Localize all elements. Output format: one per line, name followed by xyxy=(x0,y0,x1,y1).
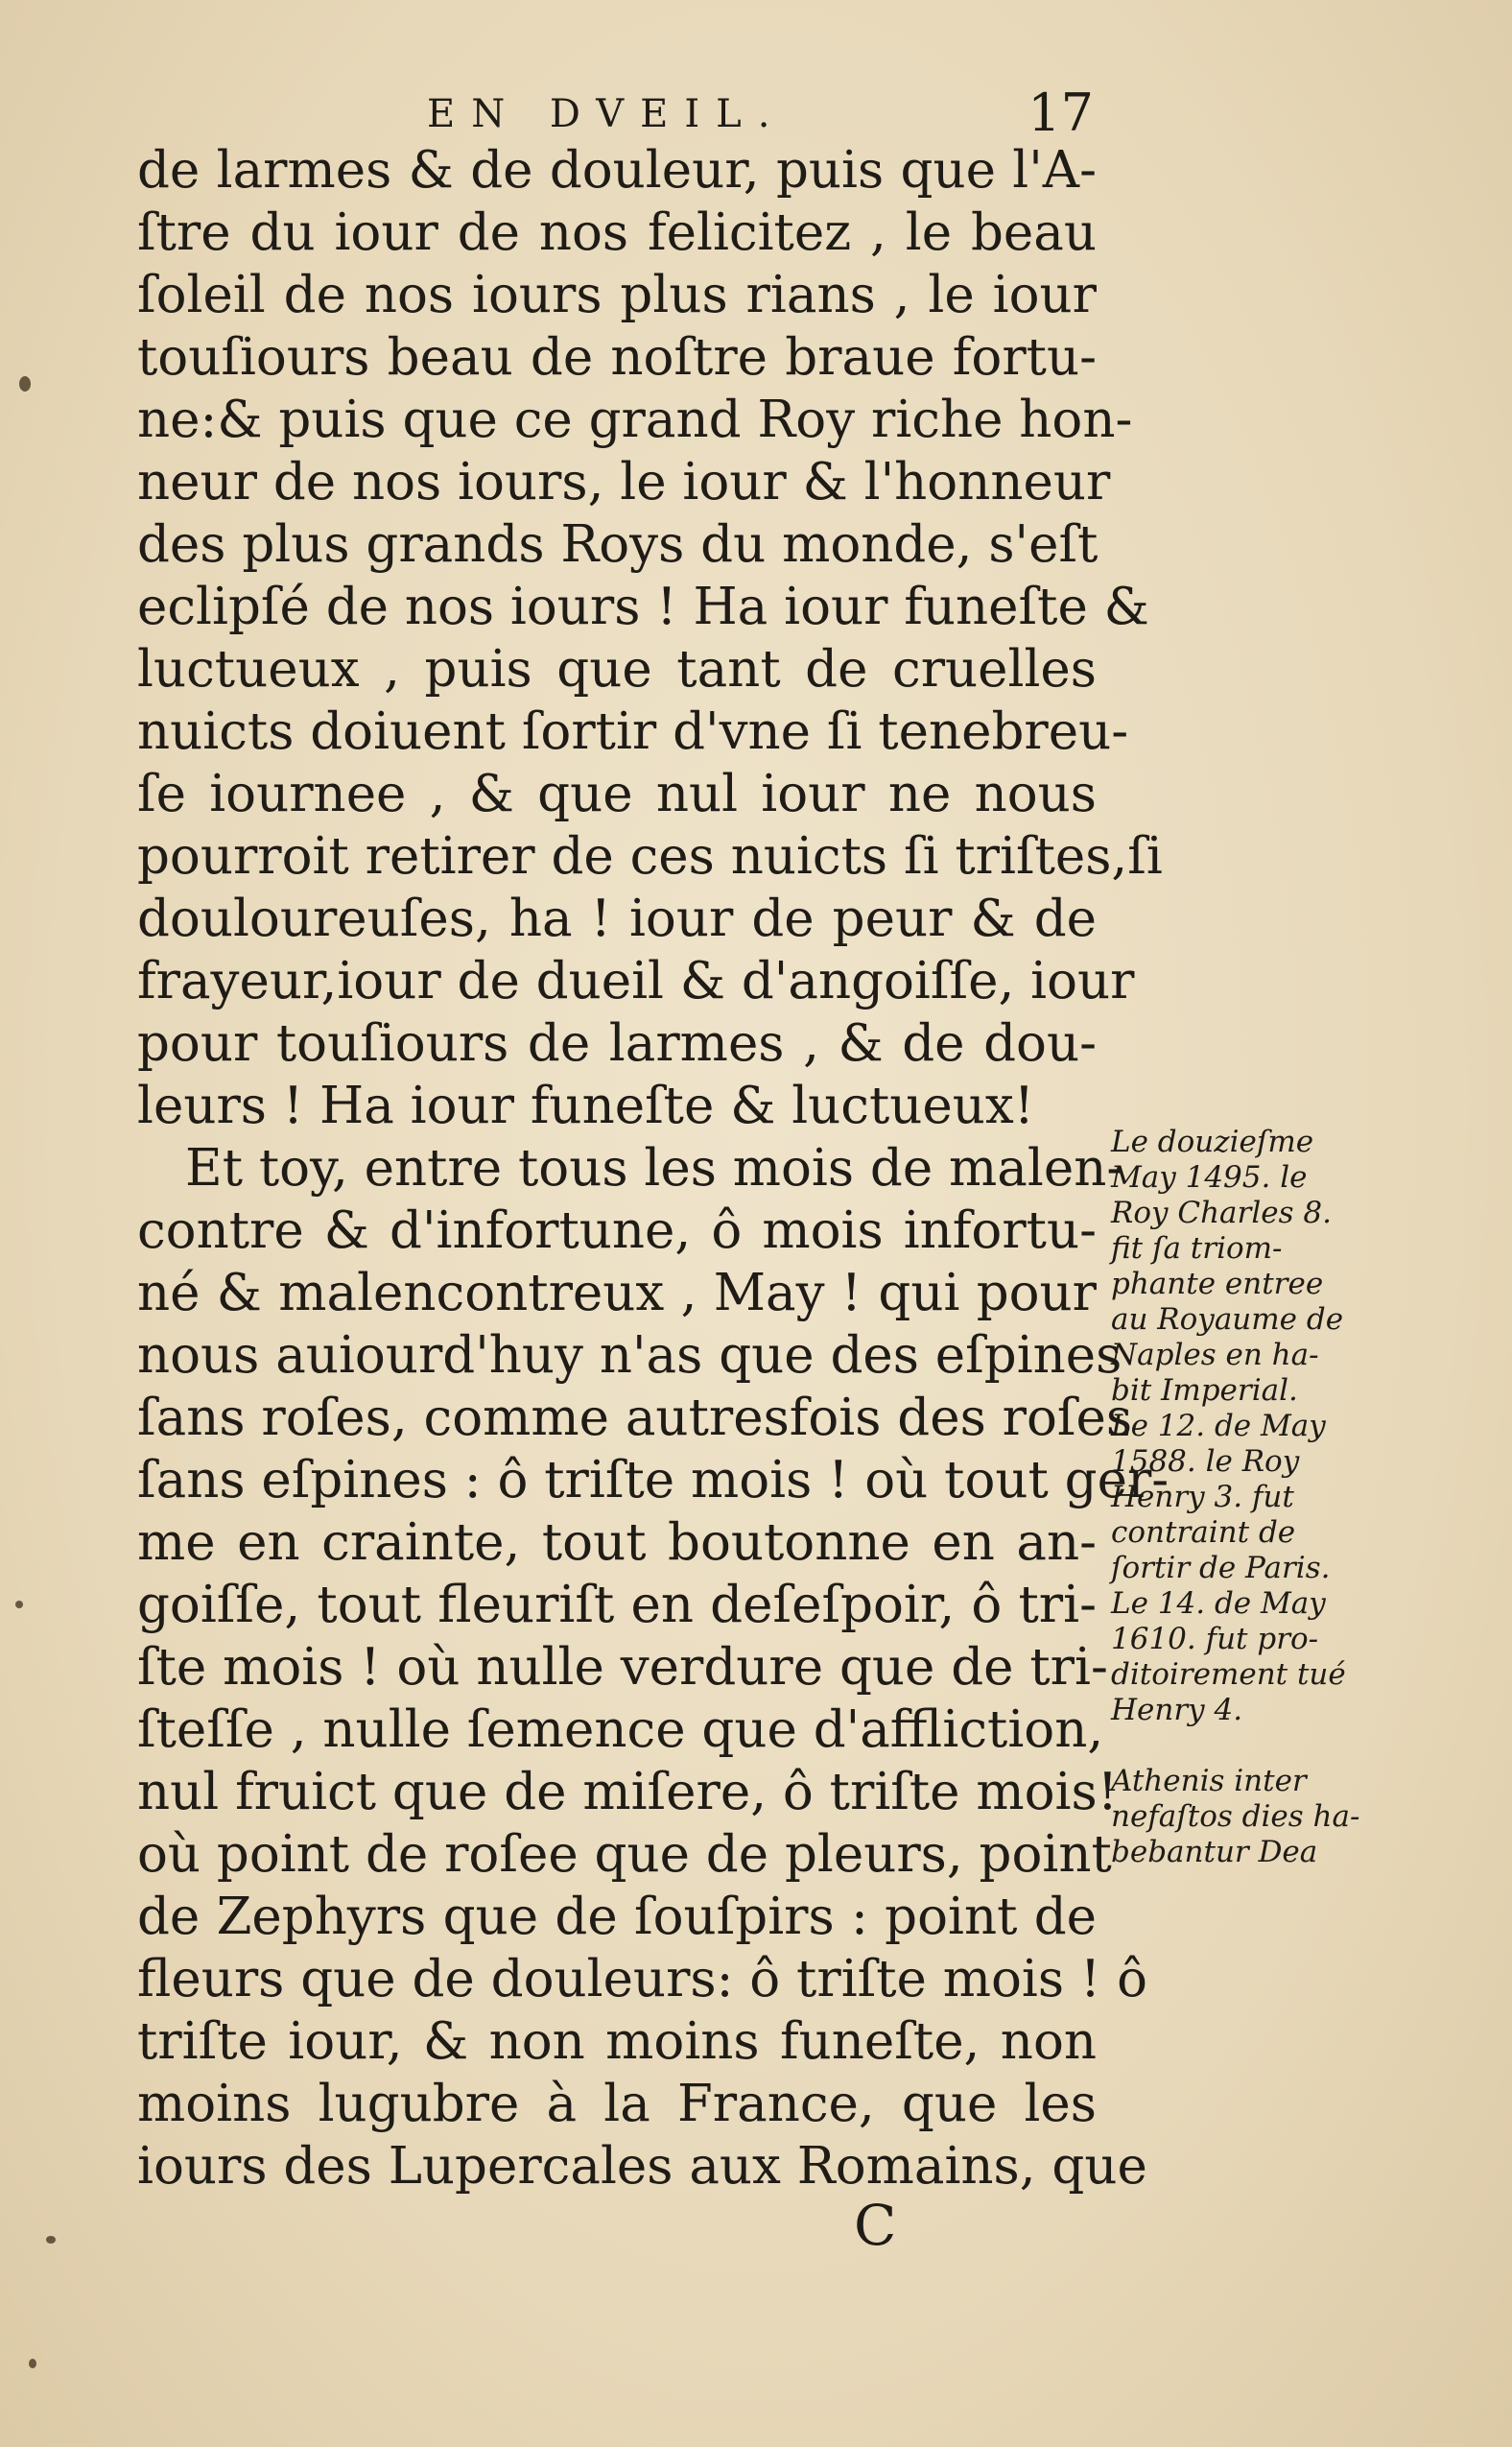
margin-note-line: fit ſa triom- xyxy=(1111,1231,1283,1266)
text-line: ſte mois ! où nulle verdure que de tri- xyxy=(137,1638,1108,1697)
ink-speck xyxy=(46,2236,56,2244)
main-text-column xyxy=(137,139,1169,2198)
margin-note-line: nefaſtos dies ha- xyxy=(1111,1799,1360,1834)
text-line: frayeur,iour de dueil & d'angoiſſe, iour xyxy=(137,952,1135,1010)
margin-note-line: Roy Charles 8. xyxy=(1111,1196,1332,1230)
text-line: contre & d'infortune, ô mois infortu- xyxy=(137,1201,1097,1260)
text-line: leurs ! Ha iour funeſte & luctueux! xyxy=(137,1077,1035,1135)
margin-note-line: May 1495. le xyxy=(1111,1160,1308,1195)
text-line: ſe iournee , & que nul iour ne nous xyxy=(137,765,1097,823)
text-line: fleurs que de douleurs: ô triſte mois ! ô xyxy=(137,1950,1147,2008)
text-line: ſteſſe , nulle ſemence que d'affliction, xyxy=(137,1700,1104,1759)
margin-note-spacer xyxy=(1111,1728,1389,1764)
text-line: me en crainte, tout boutonne en an- xyxy=(137,1513,1097,1572)
text-line: goiſſe, tout fleuriſt en deſeſpoir, ô tri- xyxy=(137,1576,1097,1634)
margin-note-line: Henry 3. fut xyxy=(1111,1480,1294,1514)
running-title: EN DVEIL. xyxy=(427,92,787,136)
text-line: pourroit retirer de ces nuicts ſi triſtes,ſi xyxy=(137,827,1163,886)
ink-speck xyxy=(15,1601,23,1608)
ink-speck xyxy=(29,2359,36,2368)
margin-note-line: Le 14. de May xyxy=(1111,1586,1326,1621)
margin-note-line: 1588. le Roy xyxy=(1111,1444,1300,1479)
text-line: nul fruict que de miſere, ô triſte mois! xyxy=(137,1763,1119,1821)
text-line: nuicts doiuent ſortir d'vne ſi tenebreu- xyxy=(137,702,1129,761)
margin-note-line: 1610. fut pro- xyxy=(1111,1622,1319,1656)
text-line: triſte iour, & non moins funeſte, non xyxy=(137,2012,1097,2071)
text-line: eclipſé de nos iours ! Ha iour funeſte & xyxy=(137,578,1149,636)
margin-note-line: ditoirement tué xyxy=(1111,1657,1346,1692)
text-line: ſtre du iour de nos felicitez , le beau xyxy=(137,203,1097,262)
margin-note-line: Naples en ha- xyxy=(1111,1338,1319,1372)
text-line: iours des Lupercales aux Romains, que xyxy=(137,2137,1147,2196)
margin-note-line: au Royaume de xyxy=(1111,1302,1344,1337)
margin-note-line: Le douzieſme xyxy=(1111,1125,1314,1159)
text-line: des plus grands Roys du monde, s'eſt xyxy=(137,515,1099,574)
margin-note-line: bebantur Dea xyxy=(1111,1835,1318,1869)
text-line: douloureuſes, ha ! iour de peur & de xyxy=(137,890,1097,948)
paragraph-first-line: Et toy, entre tous les mois de malen- xyxy=(185,1139,1124,1198)
text-line: de larmes & de douleur, puis que l'A- xyxy=(137,141,1097,200)
text-line: ne:& puis que ce grand Roy riche hon- xyxy=(137,391,1133,449)
text-line: où point de roſee que de pleurs, point xyxy=(137,1825,1112,1884)
text-line: ſans roſes, comme autresfois des roſes xyxy=(137,1389,1133,1447)
text-line: luctueux , puis que tant de cruelles xyxy=(137,640,1097,699)
text-line: pour touſiours de larmes , & de dou- xyxy=(137,1014,1097,1073)
margin-note-line: Le 12. de May xyxy=(1111,1409,1326,1443)
text-line: de Zephyrs que de ſouſpirs : point de xyxy=(137,1888,1097,1946)
text-line: ſoleil de nos iours plus rians , le iour xyxy=(137,266,1097,324)
text-line: neur de nos iours, le iour & l'honneur xyxy=(137,453,1111,511)
signature-mark: C xyxy=(854,2193,897,2258)
margin-note-line: contraint de xyxy=(1111,1515,1296,1550)
text-line: né & malencontreux , May ! qui pour xyxy=(137,1264,1097,1322)
margin-note-line: ſortir de Paris. xyxy=(1111,1551,1331,1585)
text-line: nous auiourd'huy n'as que des eſpines xyxy=(137,1326,1122,1385)
margin-note-line: Henry 4. xyxy=(1111,1693,1243,1727)
text-line: touſiours beau de noſtre braue fortu- xyxy=(137,328,1097,387)
text-line: ſans eſpines : ô triſte mois ! où tout ger- xyxy=(137,1451,1169,1509)
ink-speck xyxy=(19,376,31,392)
text-line: moins lugubre à la France, que les xyxy=(137,2075,1097,2133)
page-number: 17 xyxy=(1028,83,1094,143)
margin-note-line: phante entree xyxy=(1111,1267,1324,1301)
margin-note-line: Athenis inter xyxy=(1111,1764,1307,1798)
marginal-notes xyxy=(1111,1125,1389,1870)
margin-note-line: bit Imperial. xyxy=(1111,1373,1298,1408)
